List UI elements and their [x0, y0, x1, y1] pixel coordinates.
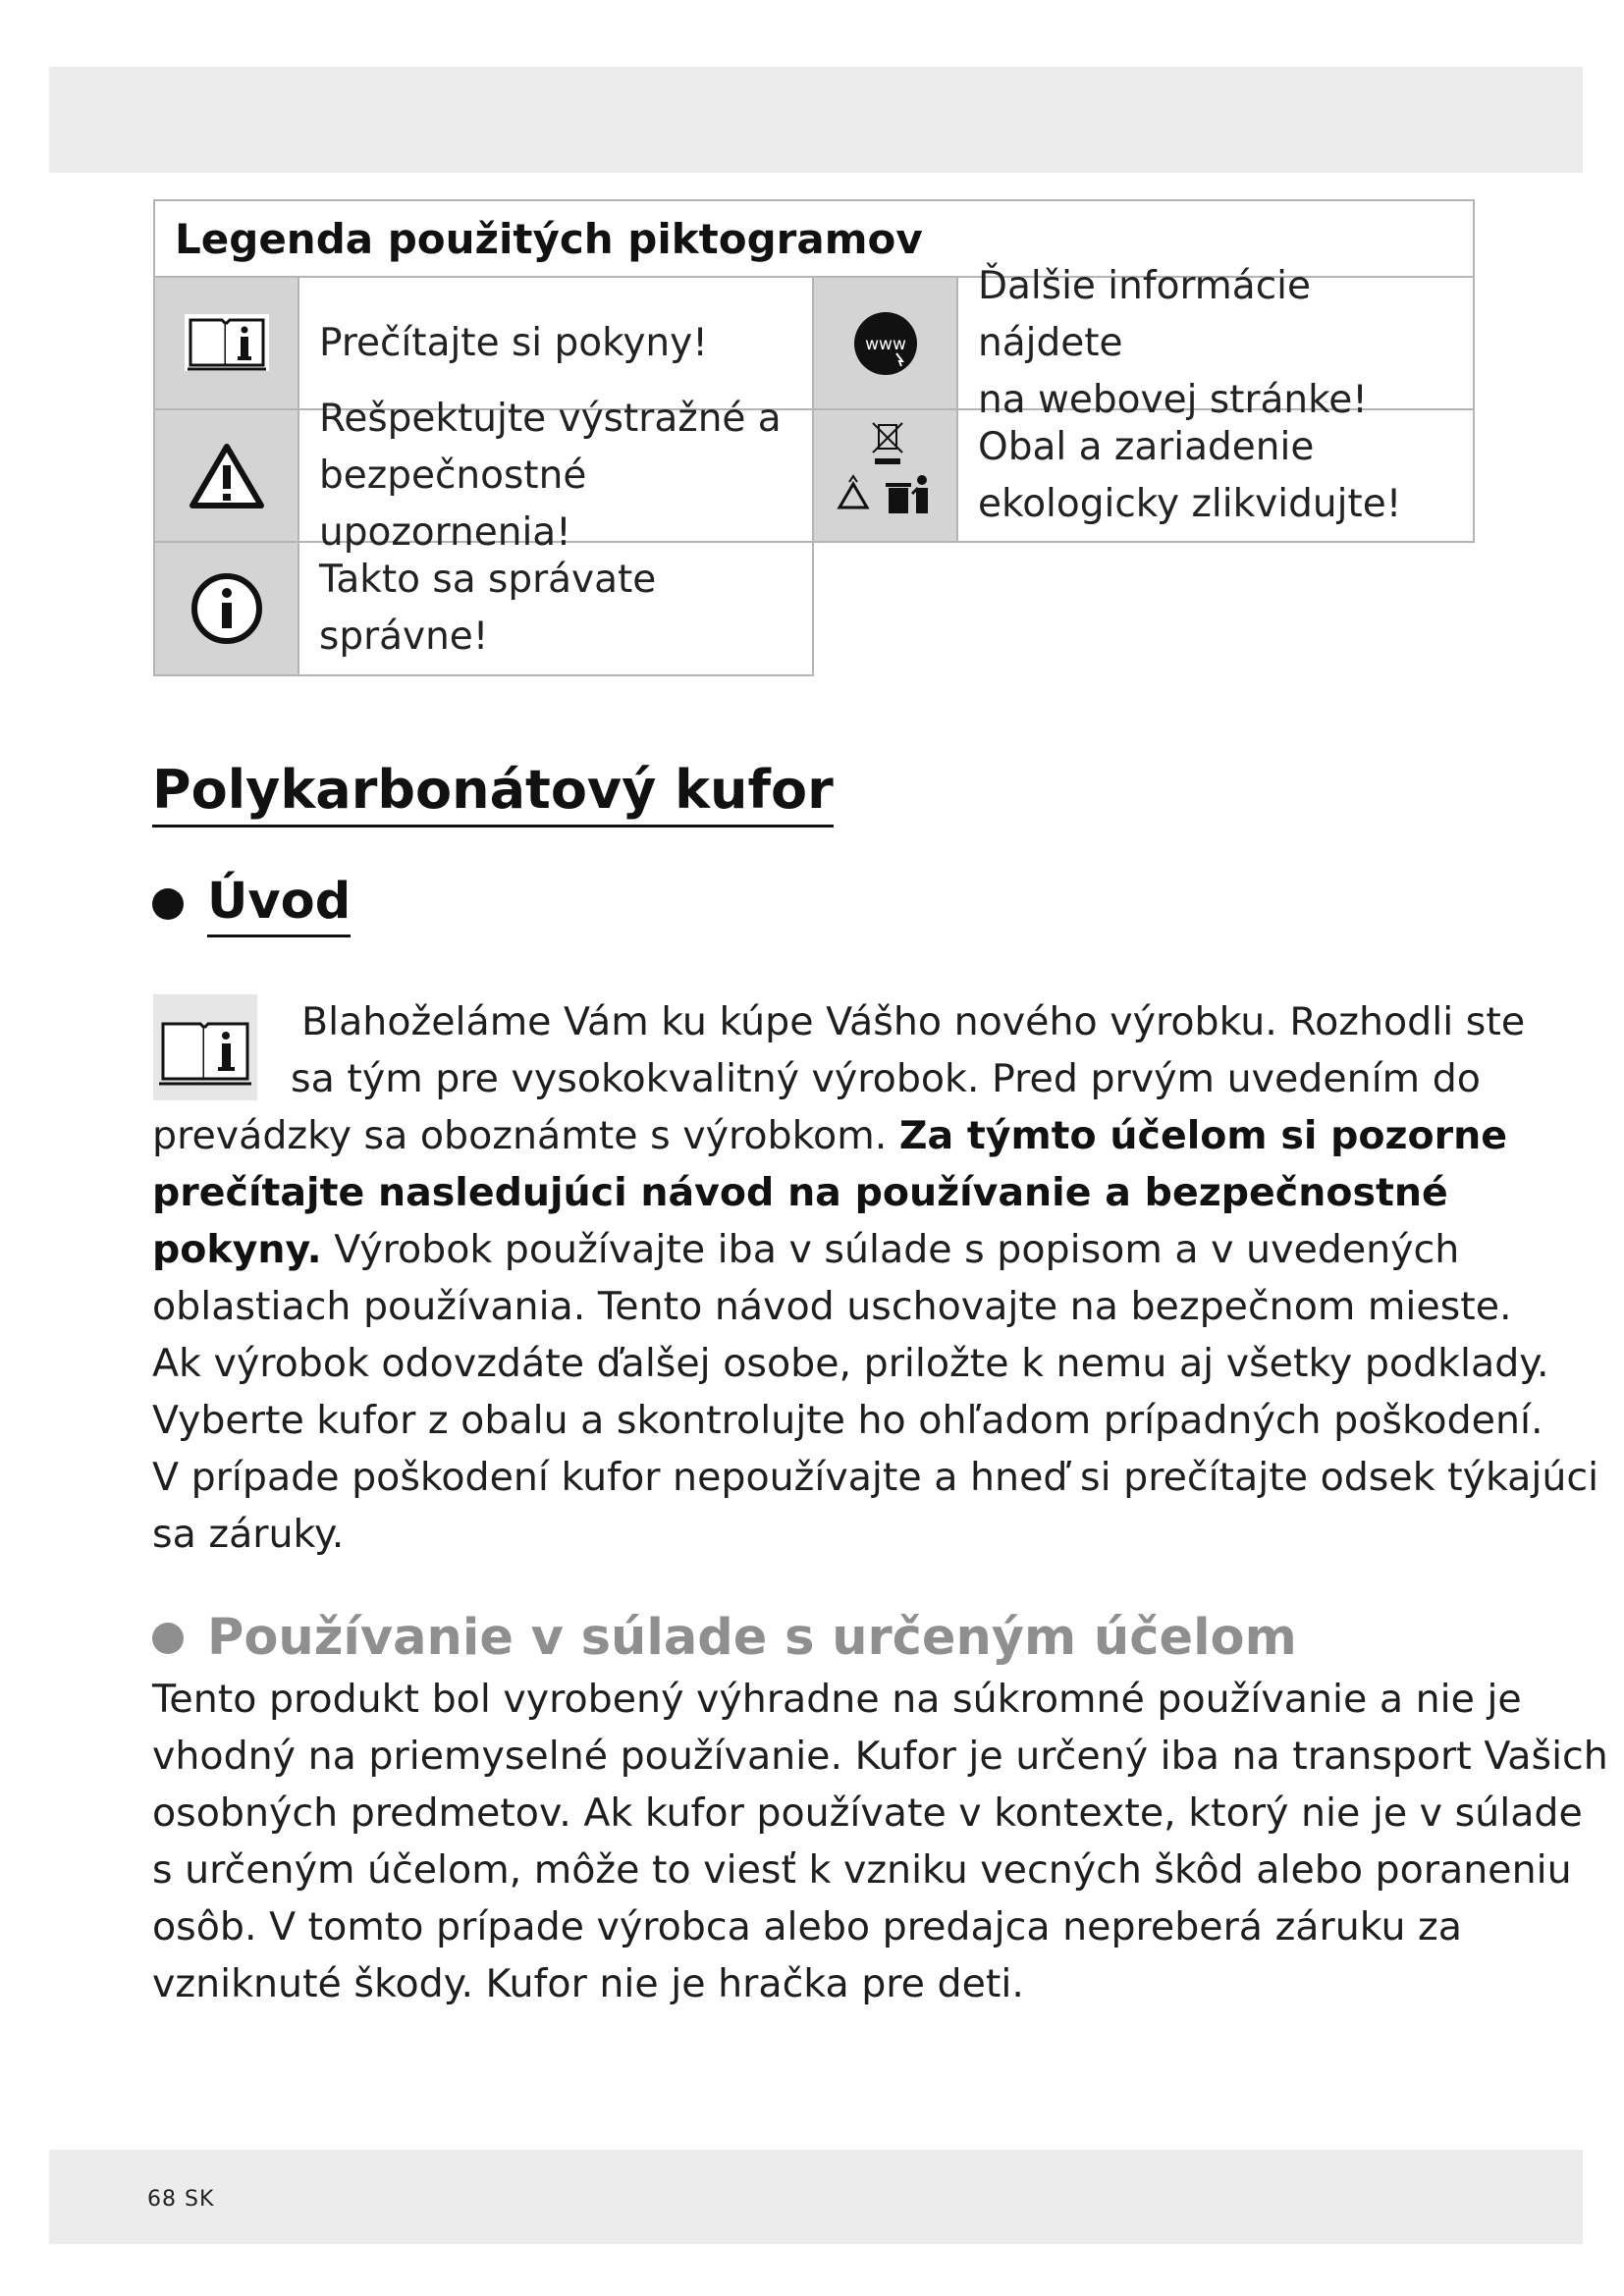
- usage-line-1: Tento produkt bol vyrobený výhradne na súkromné používanie a nie je: [152, 1677, 1522, 1722]
- section-heading-usage-label: Používanie v súlade s určeným účelom: [207, 1609, 1297, 1667]
- footer-band: [49, 2150, 1583, 2244]
- legend-title: Legenda použitých piktogramov: [153, 199, 1475, 278]
- intro-line-8: Vyberte kufor z obalu a skontrolujte ho ohľadom prípadných poškodení.: [152, 1398, 1543, 1443]
- book-info-icon: [153, 994, 257, 1100]
- usage-line-2: vhodný na priemyselné používanie. Kufor je určený iba na transport Vašich: [152, 1734, 1608, 1779]
- www-icon-label: www: [864, 334, 906, 354]
- legend-text-disposal: Obal a zariadenie ekologicky zlikvidujte!: [978, 424, 1402, 526]
- usage-line-4: s určeným účelom, môže to viesť k vzniku vecných škôd alebo poraneniu: [152, 1847, 1572, 1893]
- bullet-icon: [152, 1623, 184, 1654]
- bullet-icon: [152, 888, 184, 920]
- warning-icon: [189, 442, 265, 510]
- usage-line-5: osôb. V tomto prípade výrobca alebo predajca nepreberá záruku za: [152, 1904, 1462, 1949]
- intro-line-3: prevádzky sa oboznámte s výrobkom. Za týmto účelom si pozorne: [152, 1113, 1508, 1158]
- intro-line-2: sa tým pre vysokokvalitný výrobok. Pred prvým uvedením do: [291, 1056, 1481, 1101]
- intro-line-1: Blahoželáme Vám ku kúpe Vášho nového výrobku. Rozhodli ste: [301, 999, 1526, 1044]
- page-title: Polykarbonátový kufor: [152, 756, 834, 828]
- section-heading-intro: [152, 870, 351, 937]
- legend-text-warnings: Rešpektujte výstražné a bezpečnostné upozornenia!: [319, 396, 782, 555]
- legend-item-warnings: [153, 396, 814, 555]
- intro-line-6: oblastiach používania. Tento návod uschovajte na bezpečnom mieste.: [152, 1284, 1512, 1329]
- usage-line-6: vzniknuté škody. Kufor nie je hračka pre deti.: [152, 1961, 1024, 2006]
- usage-line-3: osobných predmetov. Ak kufor používate v kontexte, ktorý nie je v súlade: [152, 1790, 1583, 1836]
- legend-text-website: Ďalšie informácie nájdete na webovej stránke!: [978, 263, 1368, 422]
- pictogram-legend-table: [153, 199, 1475, 676]
- recycle-disposal-icon: [832, 417, 940, 535]
- intro-line-4: prečítajte nasledujúci návod na používanie a bezpečnostné: [152, 1170, 1448, 1215]
- legend-item-disposal: [814, 410, 1475, 543]
- legend-text-correct-behaviour: Takto sa správate správne!: [319, 558, 657, 659]
- page-number: 68 SK: [147, 2187, 215, 2212]
- section-heading-intro-label: Úvod: [207, 870, 351, 937]
- section-heading-usage: [152, 1606, 1297, 1671]
- intro-line-9: V prípade poškodení kufor nepoužívajte a hneď si prečítajte odsek týkajúci: [152, 1455, 1599, 1500]
- www-icon: [851, 309, 920, 378]
- info-circle-icon: [189, 571, 264, 646]
- intro-line-7: Ak výrobok odovzdáte ďalšej osobe, priložte k nemu aj všetky podklady.: [152, 1341, 1549, 1386]
- book-info-icon: [183, 312, 271, 375]
- intro-line-10: sa záruky.: [152, 1512, 345, 1557]
- legend-item-correct-behaviour: [153, 543, 814, 676]
- legend-item-website: [814, 263, 1475, 422]
- intro-line-5: pokyny. Výrobok používajte iba v súlade s popisom a v uvedených: [152, 1227, 1460, 1272]
- header-band: [49, 67, 1583, 173]
- legend-text-read-instructions: Prečítajte si pokyny!: [319, 320, 708, 365]
